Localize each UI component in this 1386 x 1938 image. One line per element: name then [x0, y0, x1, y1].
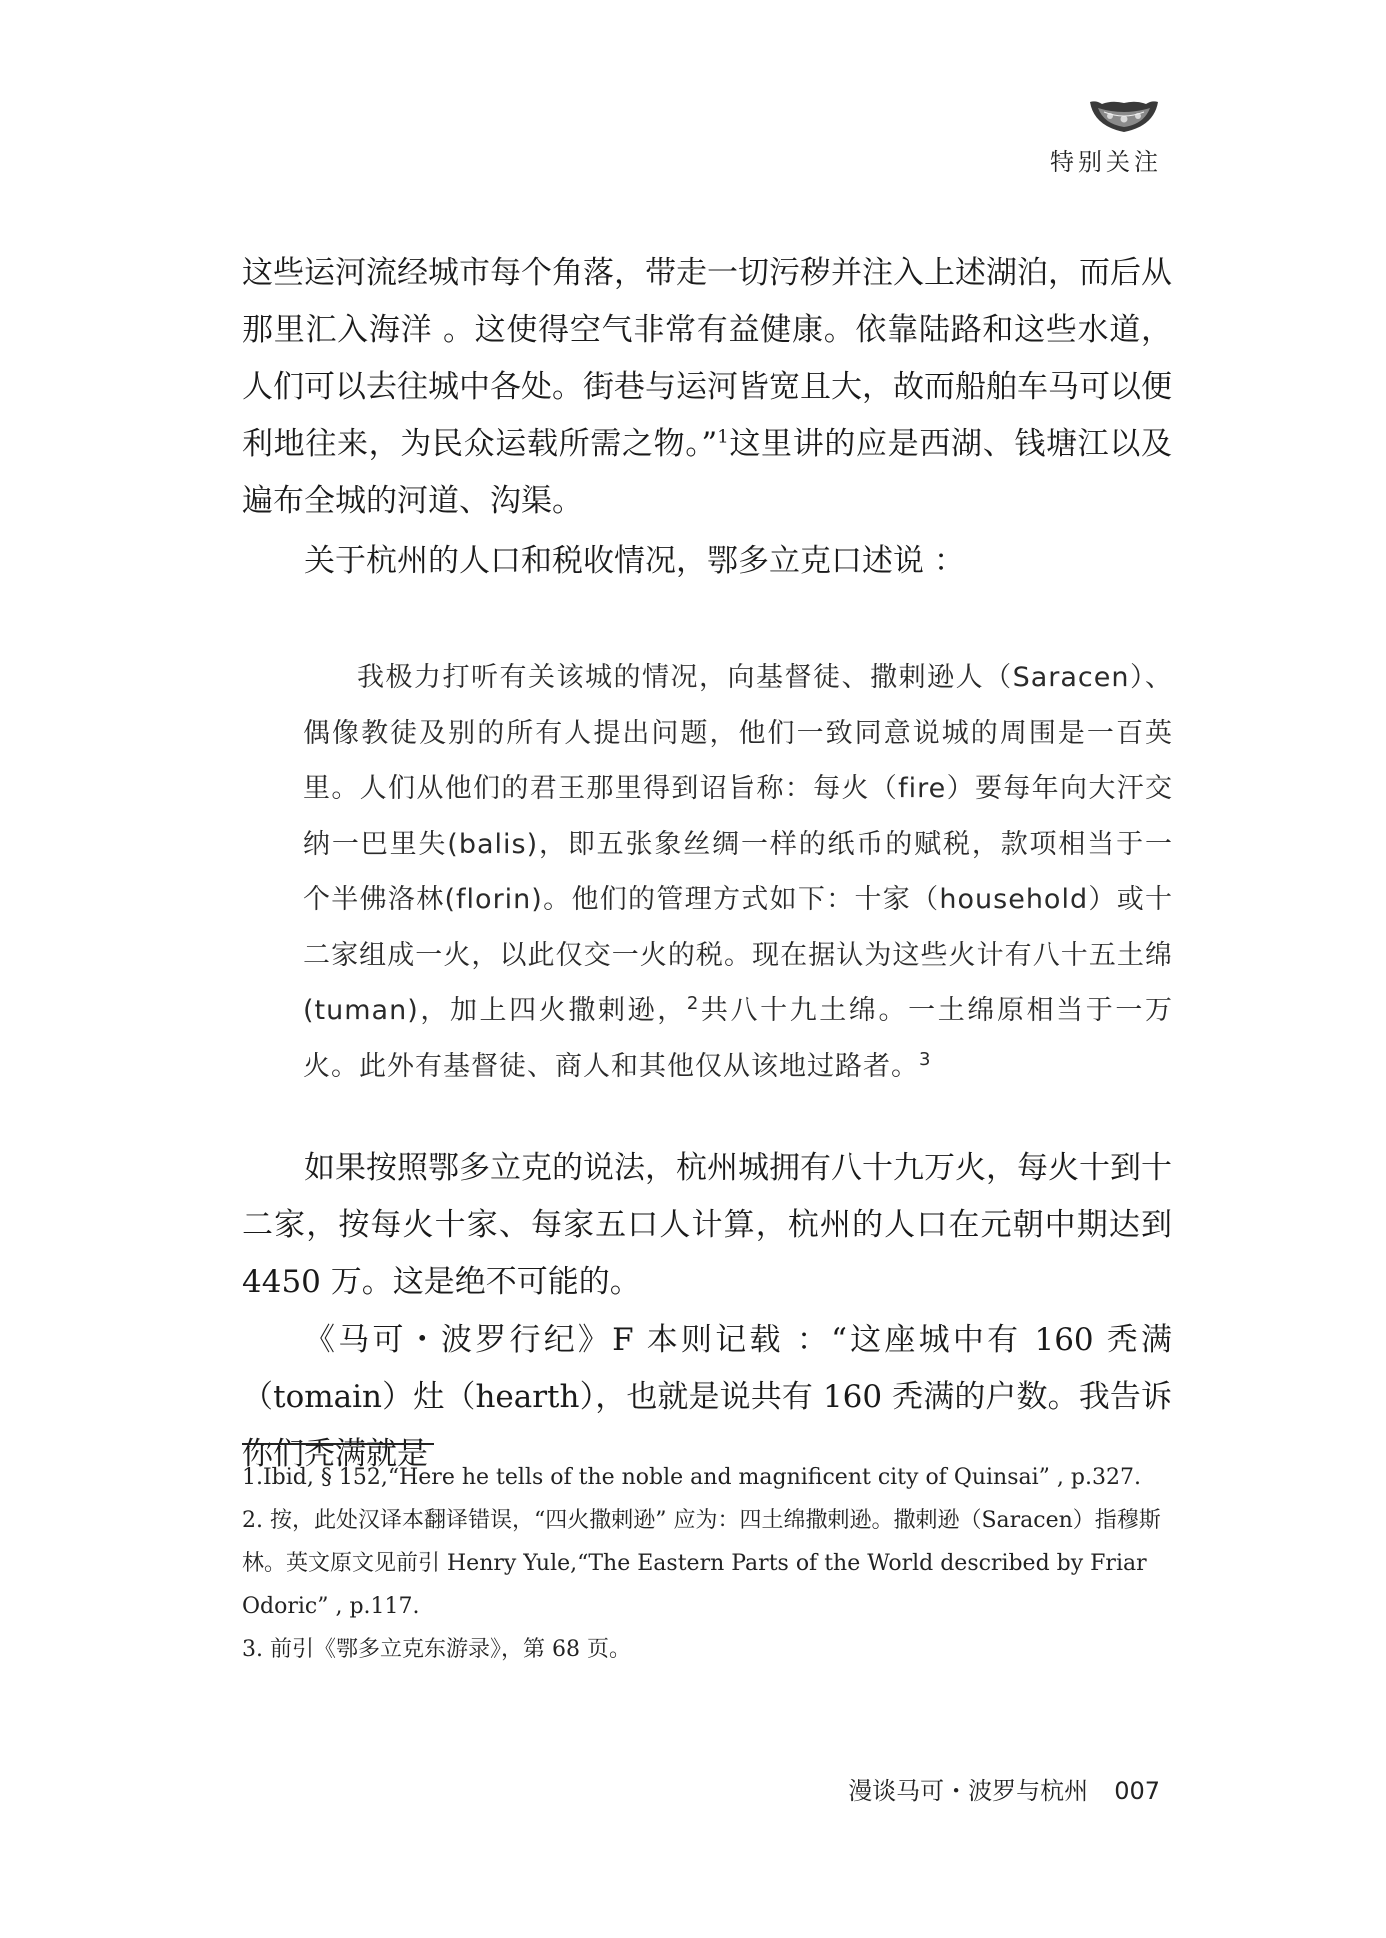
paragraph-text-tail: 这里讲的应是西湖、钱塘江以及遍布全城的河道、沟渠。: [242, 426, 1172, 519]
paragraph-text: 这些运河流经城市每个角落，带走一切污秽并注入上述湖泊，而后从那里汇入海洋 。这使得空气非常有益健康。依靠陆路和这些水道，人们可以去往城中各处。街巷与运河皆宽且大，故而船舶车马可以便利地往来，为民众运载所需之物。”: [242, 255, 1172, 462]
paragraph-text: 如果按照鄂多立克的说法，杭州城拥有八十九万火，每火十到十二家，按每火十家、每家五口人计算，杭州的人口在元朝中期达到 4450 万。这是绝不可能的。: [242, 1150, 1172, 1300]
footnotes: [242, 1456, 1172, 1671]
block-quote: [303, 650, 1173, 1094]
footnote-divider: [242, 1443, 434, 1445]
paragraph-population: [242, 1140, 1172, 1311]
quote-text: 我极力打听有关该城的情况，向基督徒、撒剌逊人（Saracen）、偶像教徒及别的所有人提出问题，他们一致同意说城的周围是一百英里。人们从他们的君王那里得到诏旨称：每火（fire）要每年向大汗交纳一巴里失(balis)，即五张象丝绸一样的纸币的赋税，款项相当于一个半佛洛林(florin)。他们的管理方式如下：十家（household）或十二家组成一火，以此仅交一火的税。现在据认为这些火计有八十五土绵(tuman)，加上四火撒剌逊，: [303, 662, 1173, 1026]
page-footer: [848, 1771, 1160, 1806]
quote-text-cont: 共八十九土绵。一土绵原相当于一万火。此外有基督徒、商人和其他仅从该地过路者。: [303, 995, 1173, 1082]
ornamental-bowl-icon: [1088, 96, 1160, 136]
footnote-3: 3. 前引《鄂多立克东游录》，第 68 页。: [242, 1637, 631, 1662]
footnote-ref-2[interactable]: 2: [686, 993, 700, 1014]
paragraph-text: 关于杭州的人口和税收情况，鄂多立克口述说 ：: [304, 543, 965, 579]
book-title: 漫谈马可・波罗与杭州: [848, 1777, 1089, 1805]
page-number: 007: [1114, 1777, 1160, 1805]
paragraph-intro-quote: [242, 533, 1172, 590]
paragraph-text: 《马可・波罗行纪》F 本则记载 ：“这座城中有 160 秃满（tomain）灶（hearth），也就是说共有 160 秃满的户数。我告诉你们秃满就是: [242, 1322, 1172, 1472]
footnote-ref-3[interactable]: 3: [919, 1048, 932, 1070]
paragraph-canal: [242, 245, 1172, 530]
section-label: 特别关注: [1050, 148, 1162, 176]
footnote-1: 1.Ibid, § 152,“Here he tells of the noble and magnificent city of Quinsai” , p.327.: [242, 1465, 1141, 1490]
footnote-ref-1[interactable]: 1: [717, 426, 729, 448]
footnote-2: 2. 按，此处汉译本翻译错误，“四火撒剌逊” 应为：四土绵撒剌逊。撒剌逊（Saracen）指穆斯林。英文原文见前引 Henry Yule,“The Eastern Parts of the World described by Friar Odoric” , p.117.: [242, 1508, 1161, 1619]
